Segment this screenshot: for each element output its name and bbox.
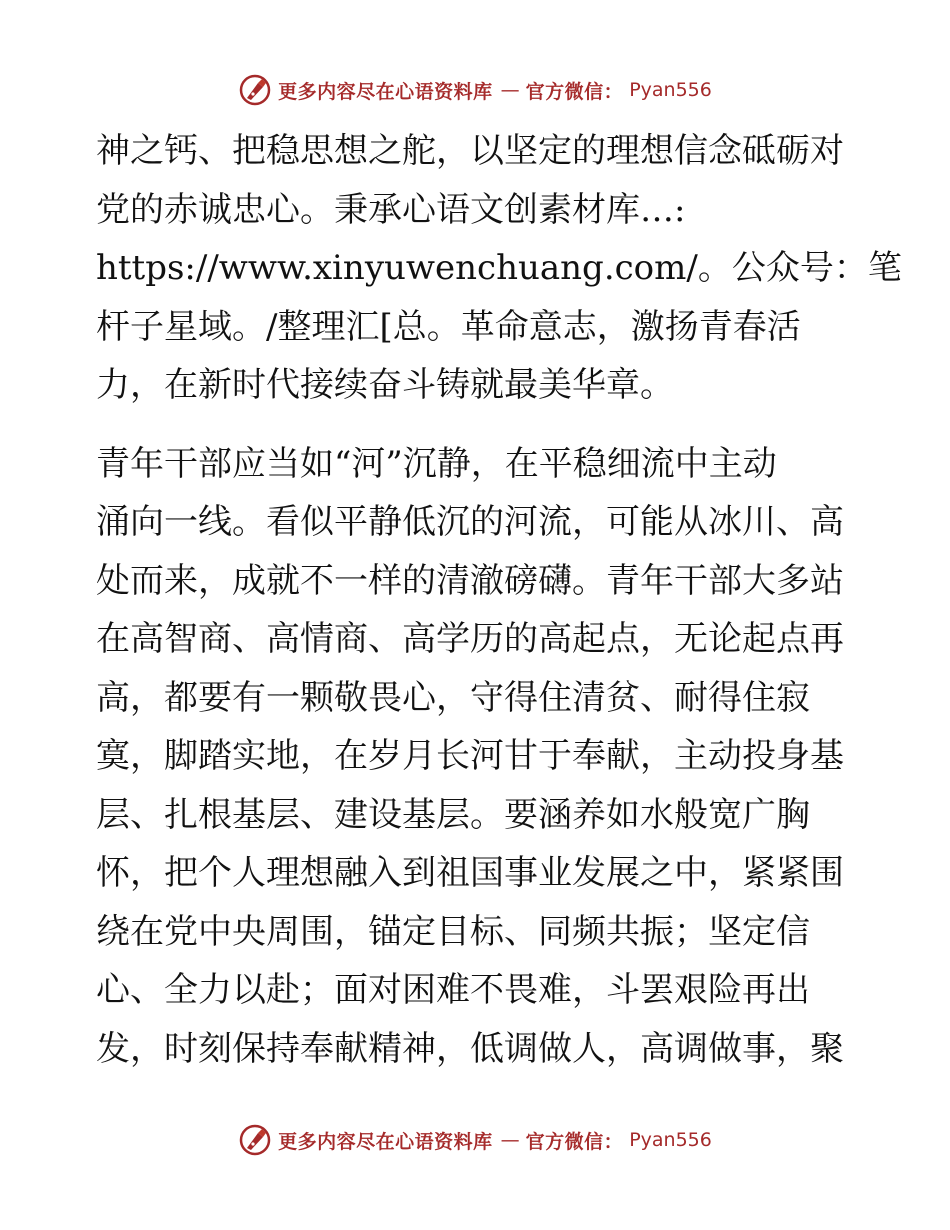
- banner-site-name: 更多内容尽在心语资料库: [278, 80, 493, 103]
- text-line: 寞，脚踏实地，在岁月长河甘于奉献，主动投身基: [96, 736, 844, 776]
- paragraph-1: [96, 122, 902, 415]
- banner-wechat-id: Pyan556: [629, 79, 712, 101]
- document-body: [96, 122, 902, 1078]
- banner-wechat-id: Pyan556: [629, 1129, 712, 1151]
- pen-nib-logo-icon: [238, 73, 272, 107]
- banner-separator: —: [500, 1129, 518, 1151]
- pen-nib-logo-icon: [238, 1123, 272, 1157]
- text-line: 怀，把个人理想融入到祖国事业发展之中，紧紧围: [96, 853, 844, 893]
- text-line: 神之钙、把稳思想之舵，以坚定的理想信念砥砺对: [96, 131, 844, 171]
- text-line: 力，在新时代接续奋斗铸就最美华章。: [96, 365, 674, 405]
- banner-wechat-label: 官方微信：: [525, 1130, 624, 1153]
- text-line: 杆子星域。/整理汇[总。革命意志，激扬青春活: [96, 306, 801, 347]
- text-line: 高，都要有一颗敬畏心，守得住清贫、耐得住寂: [96, 677, 810, 718]
- text-line-with-url: https://www.xinyuwenchuang.com/。公众号：笔: [96, 248, 902, 288]
- text-line: 心、全力以赴；面对困难不畏难，斗罢艰险再出: [96, 970, 810, 1010]
- text-line: 青年干部应当如“河”沉静，在平稳细流中主动: [96, 443, 777, 484]
- text-line: 党的赤诚忠心。秉承心语文创素材库…:: [96, 189, 686, 230]
- text-line: 处而来，成就不一样的清澈磅礴。青年干部大多站: [96, 560, 844, 601]
- text-line: 发，时刻保持奉献精神，低调做人，高调做事，聚: [96, 1028, 844, 1069]
- text-line: 绕在党中央周围，锚定目标、同频共振；坚定信: [96, 911, 810, 952]
- banner-wechat-label: 官方微信：: [525, 80, 624, 103]
- banner-separator: —: [500, 79, 518, 101]
- paragraph-2: [96, 435, 856, 1079]
- footer-banner: [0, 1120, 950, 1160]
- banner-site-name: 更多内容尽在心语资料库: [278, 1130, 493, 1153]
- text-line: 涌向一线。看似平静低沉的河流，可能从冰川、高: [96, 502, 844, 542]
- header-banner: [0, 70, 950, 110]
- text-line: 层、扎根基层、建设基层。要涵养如水般宽广胸: [96, 794, 810, 835]
- text-line: 在高智商、高情商、高学历的高起点，无论起点再: [96, 619, 844, 659]
